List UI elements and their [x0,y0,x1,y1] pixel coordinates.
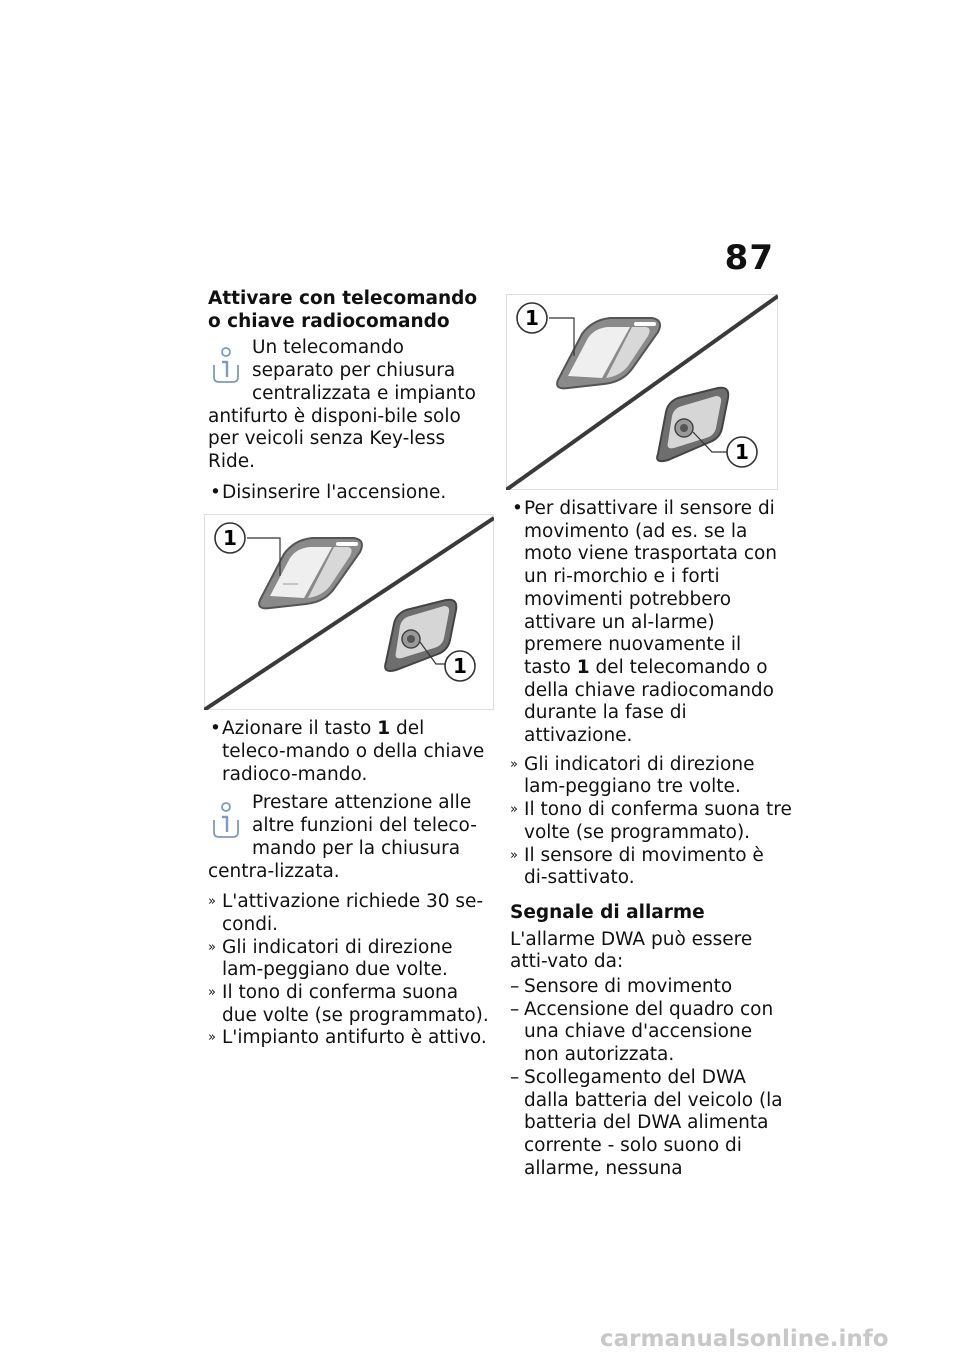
note-keyless-text: Un telecomando separato per chiusura centralizzata e impianto antifurto è disponi-bile solo per veicoli senza Key-less Ride. [208,337,476,472]
section-heading-activate: Attivare con telecomando o chiave radiocomando [208,288,478,332]
result-item [510,845,792,890]
alarm-intro: L'allarme DWA può essere atti-vato da: [510,928,753,973]
step-press-text-a: Azionare il tasto [222,718,378,740]
info-icon [208,345,244,385]
result-text: Gli indicatori di direzione lam-peggiano due volte. [222,936,453,981]
note-other-functions-text: Prestare attenzione alle altre funzioni del teleco-mando per la chiusura centra-lizzata. [208,792,477,882]
note-keyless [208,337,490,473]
key-illustration-left [204,514,494,710]
left-column [208,288,490,1050]
note-other-functions [208,792,490,883]
alarm-trigger-text: Accensione del quadro con una chiave d'accensione non autorizzata. [524,998,774,1066]
step-press-button-ref: 1 [377,718,391,740]
alarm-trigger-item [510,976,792,999]
callout-1-top: 1 [525,306,539,330]
page-number: 87 [724,238,774,278]
right-column [510,288,792,1180]
step-deactivate-text-a: Per disattivare il sensore di movimento (ad es. se la moto viene trasportata con un ri-morchio e i forti movimenti potrebbero attivare un al-larme) premere nuovamente il tasto [524,498,778,678]
dash-marker: – [510,1066,520,1088]
result-text: Il tono di conferma suona tre volte (se programmato). [524,799,792,843]
step-disable-ignition: • Disinserire l'accensione. [208,482,490,505]
result-arrow-icon: » [510,847,518,863]
step-press-text-b: del teleco-mando o della chiave radioco-mando. [222,718,485,785]
result-arrow-icon: » [208,894,216,910]
callout-1-bottom: 1 [735,440,749,464]
result-item [208,937,490,982]
alarm-trigger-item [510,1067,792,1181]
result-item [510,799,792,844]
section-heading-alarm: Segnale di allarme [510,901,705,923]
footer-watermark[interactable]: carmanualsonline.info [600,1326,889,1352]
alarm-trigger-text: Sensore di movimento [524,976,733,998]
step-deactivate-text-b: del telecomando o della chiave radiocomando durante la fase di attivazione. [524,656,774,747]
dash-marker: – [510,998,520,1020]
result-arrow-icon: » [510,802,518,818]
result-item [510,754,792,799]
callout-1-top: 1 [223,526,237,551]
alarm-trigger-item [510,999,792,1067]
result-item [208,1027,490,1050]
result-text: Il tono di conferma suona due volte (se programmato). [222,982,489,1026]
step-press-button [208,718,490,786]
step-deactivate-sensor [510,498,792,748]
info-icon [208,800,244,840]
dash-marker: – [510,976,520,998]
step-deactivate-button-ref: 1 [576,656,590,678]
result-text: L'attivazione richiede 30 se-condi. [222,891,484,935]
result-arrow-icon: » [208,985,216,1001]
callout-1-bottom: 1 [453,654,467,679]
result-text: Il sensore di movimento è di-sattivato. [524,844,764,889]
result-text: Gli indicatori di direzione lam-peggiano tre volte. [524,753,755,798]
key-illustration-right [506,294,778,490]
alarm-trigger-text: Scollegamento del DWA dalla batteria del veicolo (la batteria del DWA alimenta corrente - solo suono di allarme, nessuna [524,1066,783,1179]
result-text: L'impianto antifurto è attivo. [222,1027,487,1049]
result-arrow-icon: » [208,939,216,955]
result-item [208,982,490,1027]
result-arrow-icon: » [208,1030,216,1046]
result-arrow-icon: » [510,756,518,772]
result-item [208,891,490,936]
